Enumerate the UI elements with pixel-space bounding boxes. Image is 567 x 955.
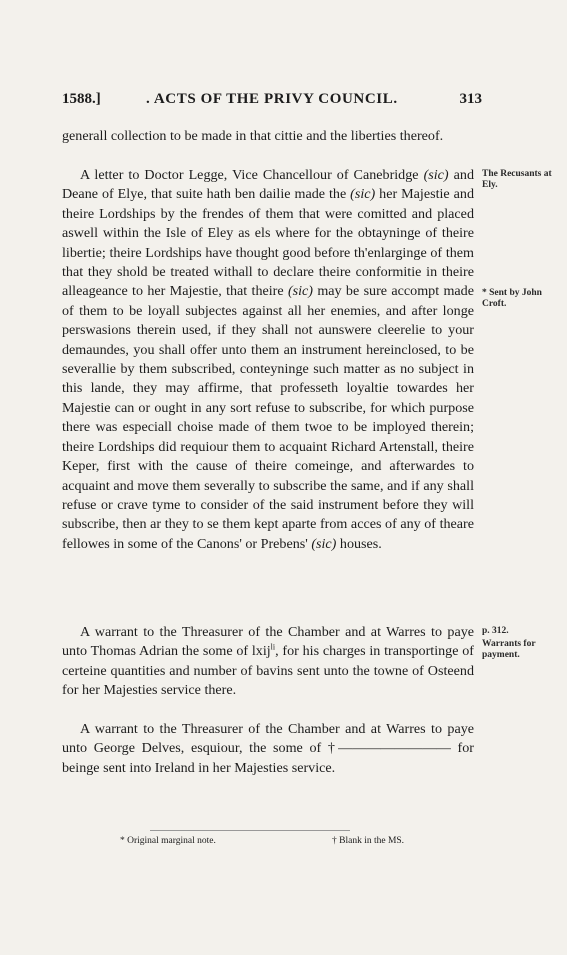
paragraph-3 (62, 720, 474, 778)
sic-note-4: (sic) (311, 535, 337, 552)
para1-text-1: A letter to Doctor Legge, Vice Chancellour of Canebridge (80, 167, 419, 183)
marginal-note-warrants: Warrants for payment. (482, 639, 536, 660)
para2-text-2: , for his charges in transportinge of certeine quantities and number of bavins sent unto the towne of Osteend for her Majesties service there. (62, 643, 474, 699)
paragraph-letter-legge (62, 166, 474, 554)
paragraph-1 (62, 166, 474, 554)
header-title: . ACTS OF THE PRIVY COUNCIL. (146, 91, 398, 107)
marginal-note-recusants: The Recusants at Ely. (482, 169, 552, 190)
para1-text-2: and Deane of Elye, that suite hath ben dailie made the (62, 167, 474, 203)
header-year: 1588.] (62, 91, 101, 107)
para3-text-1: A warrant to the Threasurer of the Chamber and at Warres to paye unto George Delves, esquiour, the some of (62, 721, 474, 757)
footnote-blank-ms: † Blank in the MS. (332, 836, 405, 846)
paragraph-warrant-adrian (62, 623, 474, 701)
sic-note-1: (sic) (423, 167, 449, 183)
page-number: 313 (459, 91, 482, 107)
marginal-page-reference: p. 312. (482, 626, 509, 636)
sic-note-3: (sic) (287, 283, 313, 300)
para1-text-5: houses. (336, 535, 382, 552)
para1-text-4: may be sure accompt made of them to be loyall subjectes against all her enemies, and after longe perswasions therein used, if they shall not aunswere cleerelie to your demaundes, you shall offer unto them an instrument hereinclosed, to be severallie by them subscribed, conteyninge such matter as no subject in this lande, they may affirme, that professeth loyaltie towardes her Majestie can or ought in any sort refuse to subscribe, for which purpose there was especiall choise made of them twoe to be imployed therein; theire Lordships did requiour them to acquaint Richard Artenstall, theire Keper, first with the cause of theire comeinge, and afterwardes to acquaint and move them severally to subscribe the same, and if any shall refuse or crave tyme to consider of the said instrument before they will subscribe, then ar they to se them kept aparte from acces of any of theare fellowes in some of the Canons' or Prebens' (62, 283, 474, 552)
pounds-superscript: li (270, 642, 276, 652)
paragraph-2 (62, 623, 474, 701)
sic-note-2: (sic) (350, 186, 376, 203)
para2-text-1: A warrant to the Threasurer of the Chamber and at Warres to paye unto Thomas Adrian the some of lxij (62, 624, 474, 660)
paragraph-warrant-delves (62, 720, 474, 778)
para3-text-2: †———————— for beinge sent into Ireland in her Majesties service. (62, 740, 474, 776)
para1-text-3: her Majestie and theire Lordships by the frendes of them that were comitted and placed aswell within the Isle of Eley as els where for the obtayninge of theire libertie; theire Lordships have thought good before th'enlarginge of them that they shold be treated withall to declare theire conformitie in theire alleageance to her Majestie, that theire (62, 186, 474, 300)
footnote-divider (150, 830, 350, 831)
paragraph-0: generall collection to be made in that cittie and the liberties thereof. (62, 128, 444, 144)
marginal-note-croft: * Sent by John Croft. (482, 288, 542, 309)
footnote-original-marginal: * Original marginal note. (120, 836, 216, 846)
paragraph-continuation (62, 127, 474, 146)
